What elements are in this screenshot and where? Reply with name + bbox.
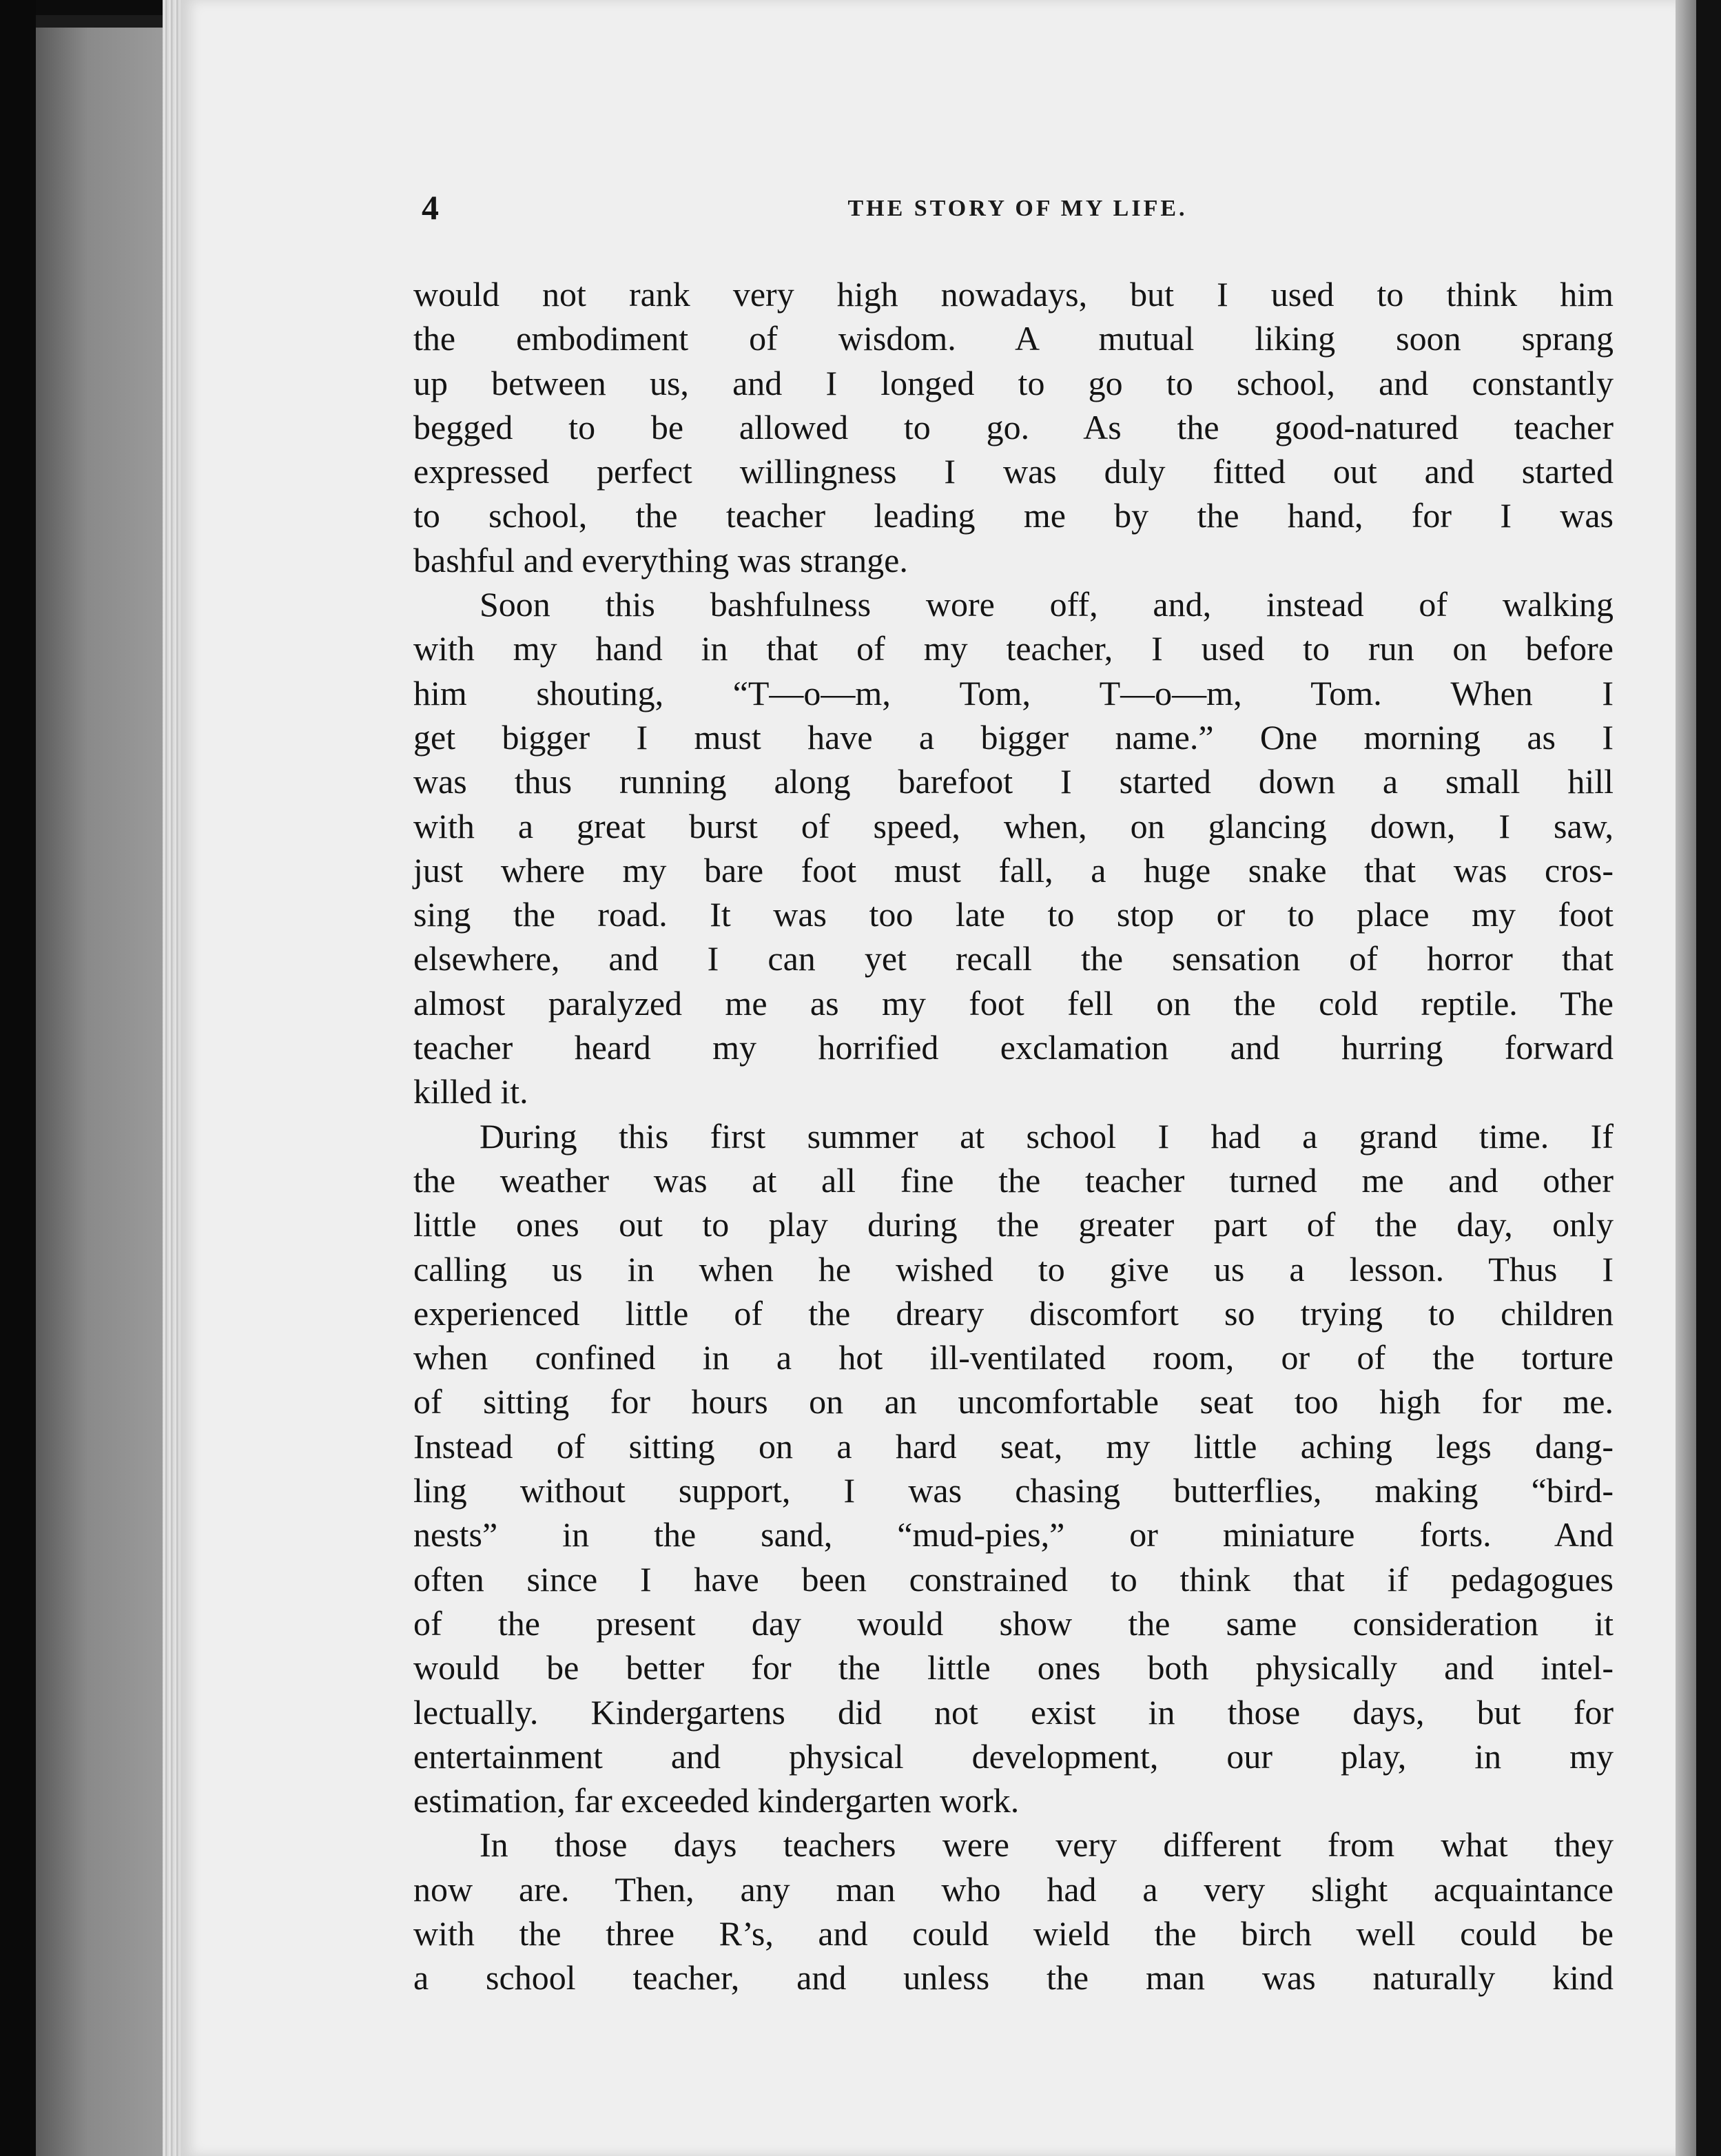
text-line: up between us, and I longed to go to school, and constantly [413, 363, 1614, 402]
text-line: the weather was at all fine the teacher turned me and other [413, 1160, 1614, 1200]
text-line: often since I have been constrained to think that if pedagogues [413, 1559, 1614, 1599]
text-line: with a great burst of speed, when, on glancing down, I saw, [413, 806, 1614, 845]
scan-border-right [1696, 0, 1721, 2156]
text-line: now are. Then, any man who had a very slight acquaintance [413, 1869, 1614, 1909]
running-head [422, 187, 1614, 236]
text-line: nests” in the sand, “mud-pies,” or miniature forts. And [413, 1515, 1614, 1554]
text-line: with the three R’s, and could wield the birch well could be [413, 1913, 1614, 1953]
text-line: a school teacher, and unless the man was naturally kind [413, 1958, 1614, 1998]
page-gutter-shadow [1676, 0, 1696, 2156]
text-line: In those days teachers were very different from what they [480, 1825, 1614, 1865]
text-line: expressed perfect willingness I was duly fitted out and started [413, 452, 1614, 491]
text-line: entertainment and physical development, our play, in my [413, 1736, 1614, 1776]
text-line: almost paralyzed me as my foot fell on the cold reptile. The [413, 983, 1614, 1023]
text-line: sing the road. It was too late to stop or to place my foot [413, 895, 1614, 934]
text-line: him shouting, “T—o—m, Tom, T—o—m, Tom. When I [413, 673, 1614, 712]
text-line: would not rank very high nowadays, but I used to think him [413, 275, 1614, 314]
text-line: Instead of sitting on a hard seat, my little aching legs dang- [413, 1426, 1614, 1466]
text-line: just where my bare foot must fall, a huge snake that was cros- [413, 850, 1614, 890]
running-title: THE STORY OF MY LIFE. [847, 196, 1188, 221]
scan-border-left [0, 0, 36, 2156]
text-line: killed it. [413, 1072, 528, 1111]
text-line: would be better for the little ones both physically and intel- [413, 1648, 1614, 1687]
text-line: to school, the teacher leading me by the hand, for I was [413, 496, 1614, 535]
page-number: 4 [422, 188, 439, 227]
text-line: with my hand in that of my teacher, I used to run on before [413, 629, 1614, 668]
text-line: estimation, far exceeded kindergarten work. [413, 1781, 1020, 1820]
text-line: of sitting for hours on an uncomfortable seat too high for me. [413, 1382, 1614, 1421]
text-line: calling us in when he wished to give us a lesson. Thus I [413, 1249, 1614, 1289]
text-line: Soon this bashfulness wore off, and, instead of walking [480, 585, 1614, 624]
text-line: lectually. Kindergartens did not exist in those days, but for [413, 1692, 1614, 1732]
text-line: when confined in a hot ill-ventilated room, or of the torture [413, 1338, 1614, 1377]
text-line: bashful and everything was strange. [413, 540, 908, 579]
text-line: teacher heard my horrified exclamation and hurring forward [413, 1028, 1614, 1067]
book-cover-edge [36, 28, 167, 2156]
text-line: During this first summer at school I had a grand time. If [480, 1116, 1614, 1156]
text-line: elsewhere, and I can yet recall the sensation of horror that [413, 939, 1614, 978]
text-line: little ones out to play during the greater part of the day, only [413, 1205, 1614, 1244]
text-line: was thus running along barefoot I started down a small hill [413, 762, 1614, 801]
text-line: begged to be allowed to go. As the good-natured teacher [413, 407, 1614, 446]
text-line: ling without support, I was chasing butterflies, making “bird- [413, 1471, 1614, 1510]
text-line: the embodiment of wisdom. A mutual liking soon sprang [413, 319, 1614, 358]
page-text [413, 272, 1614, 2000]
text-line: get bigger I must have a bigger name.” One morning as I [413, 717, 1614, 757]
text-line: experienced little of the dreary discomfort so trying to children [413, 1293, 1614, 1333]
text-line: of the present day would show the same consideration it [413, 1603, 1614, 1643]
